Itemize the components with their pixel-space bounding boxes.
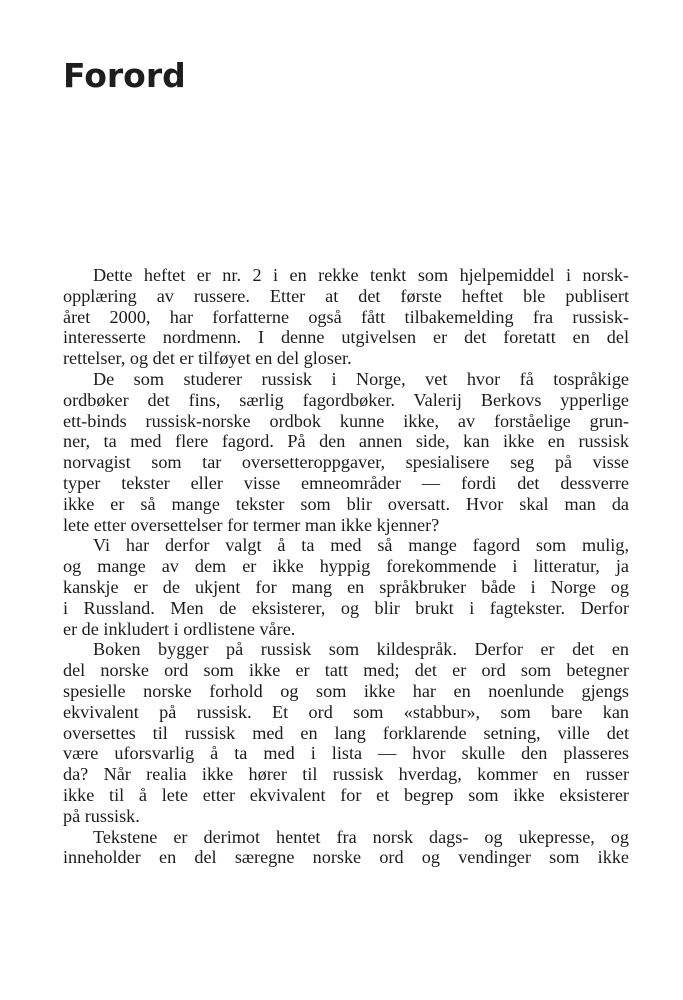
text-line: oversettes til russisk med en lang forklarende setning, ville det: [63, 722, 629, 743]
text-line: opplæring av russere. Etter at det første heftet ble publisert: [63, 285, 629, 306]
text-line: interesserte nordmenn. I denne utgivelsen er det foretatt en del: [63, 327, 629, 348]
text-line: ikke er så mange tekster som blir oversatt. Hvor skal man da: [63, 493, 629, 514]
text-line: del norske ord som ikke er tatt med; det er ord som betegner: [63, 660, 629, 681]
text-line: i Russland. Men de eksisterer, og blir brukt i fagtekster. Derfor: [63, 597, 629, 618]
text-line: være uforsvarlig å ta med i lista — hvor skulle den plasseres: [63, 743, 629, 764]
paragraph: [63, 535, 629, 639]
text-line: Vi har derfor valgt å ta med så mange fagord som mulig,: [93, 535, 629, 556]
text-line: da? Når realia ikke hører til russisk hverdag, kommer en russer: [63, 764, 629, 785]
text-line: rettelser, og det er tilføyet en del gloser.: [63, 348, 352, 369]
text-line: Dette heftet er nr. 2 i en rekke tenkt som hjelpemiddel i norsk-: [93, 265, 629, 285]
text-line: De som studerer russisk i Norge, vet hvor få tospråkige: [93, 368, 629, 389]
text-line: norvagist som tar oversetteroppgaver, spesialisere seg på visse: [63, 452, 629, 473]
text-line: er de inkludert i ordlistene våre.: [63, 618, 296, 639]
text-line: ekvivalent på russisk. Et ord som «stabbur», som bare kan: [63, 701, 629, 722]
text-line: lete etter oversettelser for termer man ikke kjenner?: [63, 514, 440, 535]
text-line: ner, ta med flere fagord. På den annen side, kan ikke en russisk: [63, 431, 629, 452]
text-line: Tekstene er derimot hentet fra norsk dags- og ukepresse, og: [93, 826, 629, 847]
text-line: inneholder en del særegne norske ord og vendinger som ikke: [63, 847, 629, 868]
text-line: ett-binds russisk-norske ordbok kunne ikke, av forståelige grun-: [63, 410, 629, 431]
text-line: Boken bygger på russisk som kildespråk. Derfor er det en: [93, 639, 629, 660]
paragraph: [63, 639, 629, 826]
text-line: og mange av dem er ikke hyppig forekommende i litteratur, ja: [63, 556, 629, 577]
paragraph: [63, 369, 629, 535]
text-line: spesielle norske forhold og som ikke har en noenlunde gjengs: [63, 680, 629, 701]
text-line: ikke til å lete etter ekvivalent for et begrep som ikke eksisterer: [63, 784, 629, 805]
paragraph: [63, 827, 629, 869]
text-line: typer tekster eller visse emneområder — fordi det dessverre: [63, 472, 629, 493]
text-line: på russisk.: [63, 805, 140, 826]
text-line: kanskje er de ukjent for mang en språkbruker både i Norge og: [63, 576, 629, 597]
page-heading: Forord: [63, 56, 186, 95]
text-line: året 2000, har forfatterne også fått tilbakemelding fra russisk-: [63, 306, 629, 327]
text-line: ordbøker det fins, særlig fagordbøker. Valerij Berkovs ypperlige: [63, 389, 629, 410]
body-text: [63, 265, 629, 868]
paragraph: [63, 265, 629, 369]
